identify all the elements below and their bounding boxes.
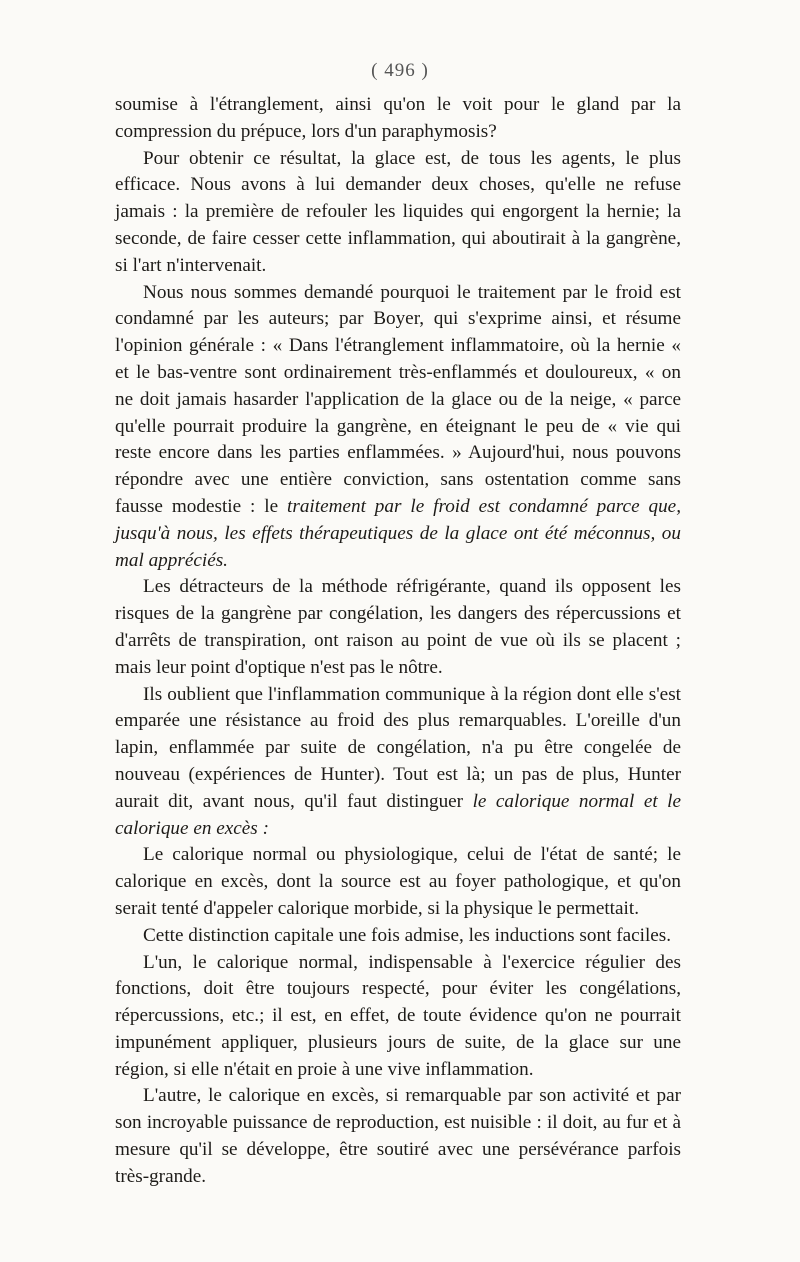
text-run: Le calorique normal ou physiologique, celui de l'état de santé; le calorique en excès, dont la source est au foyer pathologique, et qu'on serait tenté d'appeler calorique morbide, si la physique le permettait.: [115, 844, 681, 919]
italic-text: le calorique normal et le calorique en excès :: [115, 790, 681, 839]
text-run: soumise à l'étranglement, ainsi qu'on le voit pour le gland par la compression du prépuce, lors d'un paraphymosis?: [115, 94, 681, 142]
text-run: Pour obtenir ce résultat, la glace est, de tous les agents, le plus efficace. Nous avons à lui demander deux choses, qu'elle ne refuse jamais : la première de refouler les liquides qui engorgent la hernie; la seconde, de faire cesser cette inflammation, qui aboutirait à la gangrène, si l'art n'intervenait.: [115, 147, 681, 276]
text-run: L'autre, le calorique en excès, si remarquable par son activité et par son incroyable puissance de reproduction, est nuisible : il doit, au fur et à mesure qu'il se développe, être soutiré avec une persévérance parfois très-grande.: [115, 1085, 681, 1187]
text-run: Les détracteurs de la méthode réfrigérante, quand ils opposent les risques de la gangrène par congélation, les dangers des répercussions et d'arrêts de transpiration, ont raison au point de vue où ils se placent ; mais leur point d'optique n'est pas le nôtre.: [115, 576, 681, 678]
text-run: Nous nous sommes demandé pourquoi le traitement par le froid est condamné par les auteurs; par Boyer, qui s'exprime ainsi, et résume l'opinion générale : « Dans l'étranglement inflammatoire, où la hernie « et le bas-ventre sont ordinairement très-enflammés et douloureux, « on ne doit jamais hasarder l'application de la glace ou de la neige, « parce qu'elle pourrait produire la gangrène, en éteignant le peu de « vie qui reste encore dans les parties enflammées. » Aujourd'hui, nous pouvons répondre avec une entière conviction, sans ostentation comme sans fausse modestie : le: [115, 281, 681, 517]
paragraph: [115, 1083, 681, 1190]
paragraph: [115, 146, 681, 280]
paragraph: [115, 574, 681, 681]
paragraph: [115, 950, 681, 1084]
text-run: L'un, le calorique normal, indispensable à l'exercice régulier des fonctions, doit être toujours respecté, pour éviter les congélations, répercussions, etc.; il est, en effet, de toute évidence qu'on ne pourrait impunément appliquer, plusieurs jours de suite, de la glace sur une région, si elle n'était en proie à une vive inflammation.: [115, 951, 681, 1080]
paragraph: [115, 842, 681, 922]
page-number: ( 496 ): [371, 60, 429, 81]
text-run: Ils oublient que l'inflammation communique à la région dont elle s'est emparée une résistance au froid des plus remarquables. L'oreille d'un lapin, enflammée par suite de congélation, n'a pu être congelée de nouveau (expériences de Hunter). Tout est là; un pas de plus, Hunter aurait dit, avant nous, qu'il faut distinguer: [115, 683, 681, 812]
paragraph: [115, 92, 681, 146]
italic-text: traitement par le froid est condamné parce que, jusqu'à nous, les effets thérapeutiques de la glace ont été méconnus, ou mal appréciés.: [115, 495, 681, 571]
body-text: [115, 92, 681, 1191]
paragraph: [115, 682, 681, 843]
text-run: Cette distinction capitale une fois admise, les inductions sont faciles.: [143, 924, 672, 946]
paragraph: [115, 923, 681, 950]
paragraph: [115, 280, 681, 575]
